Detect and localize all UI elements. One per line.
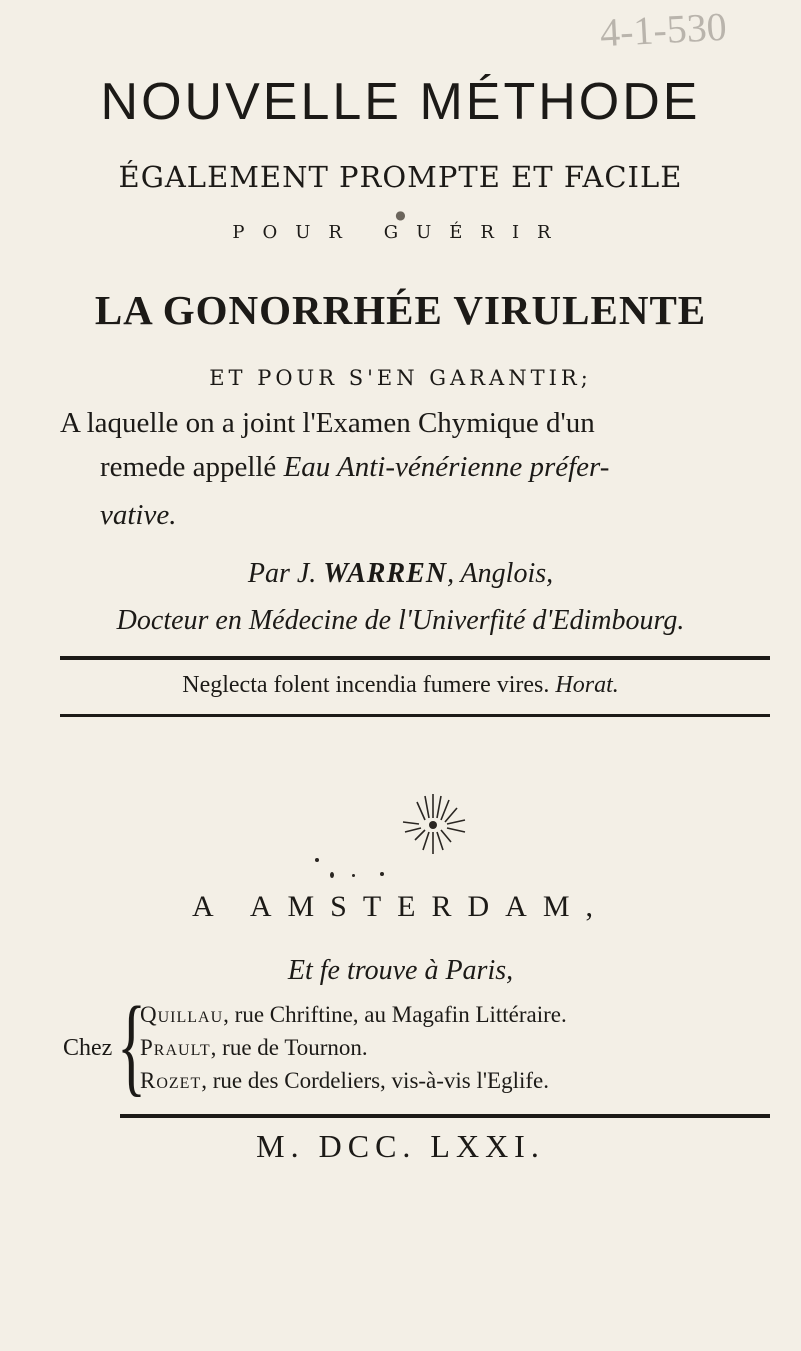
imprint-chez: Chez [63, 1035, 113, 1061]
epigraph-text: Neglecta folent incendia fumere vires. [182, 672, 556, 698]
vignette-ornament-icon [395, 790, 475, 860]
imprint-date: M. DCC. LXXI. [256, 1128, 545, 1164]
author-nation: , Anglois, [447, 558, 554, 589]
publisher-2-name: Prault [140, 1035, 211, 1060]
publisher-1-name: Quillau [140, 1002, 224, 1027]
publisher-3 [140, 1068, 549, 1094]
title-line-2: ÉGALEMENT PROMPTE ET FACILE [118, 160, 683, 194]
author-par: Par J. [247, 558, 324, 589]
title-pour: POUR GUÉRIR [232, 222, 569, 243]
description-line-2 [100, 445, 790, 489]
epigraph-source: Horat. [555, 672, 619, 698]
title-line-4: ET POUR S'EN GARANTIR; [209, 366, 592, 390]
ornament-speck [315, 858, 319, 862]
shelfmark: 4-1-530 [598, 3, 728, 56]
publisher-1-address: , rue Chriftine, au Magafin Littéraire. [223, 1002, 567, 1027]
title-line-1: NOUVELLE MÉTHODE [100, 73, 701, 131]
epigraph [0, 672, 801, 699]
description-line-2b: Eau Anti-vénérienne préfer- [283, 451, 610, 483]
author-line [0, 558, 801, 590]
bottom-rule [120, 1114, 770, 1118]
top-rule [60, 656, 770, 660]
author-name: WARREN [323, 558, 448, 589]
publisher-2-address: , rue de Tournon. [210, 1035, 368, 1060]
brace-icon: { [117, 984, 147, 1106]
publisher-3-address: , rue des Cordeliers, vis-à-vis l'Eglife. [201, 1068, 549, 1093]
title-line-3: LA GONORRHÉE VIRULENTE [94, 287, 707, 333]
ornament-speck [352, 874, 355, 877]
description-line-1: A laquelle on a joint l'Examen Chymique d'un [60, 407, 595, 439]
publisher-2 [140, 1035, 368, 1061]
ornament-speck [330, 872, 334, 878]
imprint-place: A AMSTERDAM, [191, 890, 610, 923]
description-line-2a: remede appellé [100, 451, 284, 483]
publisher-1 [140, 1002, 567, 1028]
epigraph-rule [60, 714, 770, 717]
author-degree: Docteur en Médecine de l'Univerfité d'Edimbourg. [116, 605, 685, 636]
ornament-dot: ● [395, 208, 406, 222]
description-line-3: vative. [100, 499, 177, 531]
imprint-paris: Et fe trouve à Paris, [287, 955, 514, 986]
ornament-speck [380, 872, 384, 876]
publisher-3-name: Rozet [140, 1068, 202, 1093]
